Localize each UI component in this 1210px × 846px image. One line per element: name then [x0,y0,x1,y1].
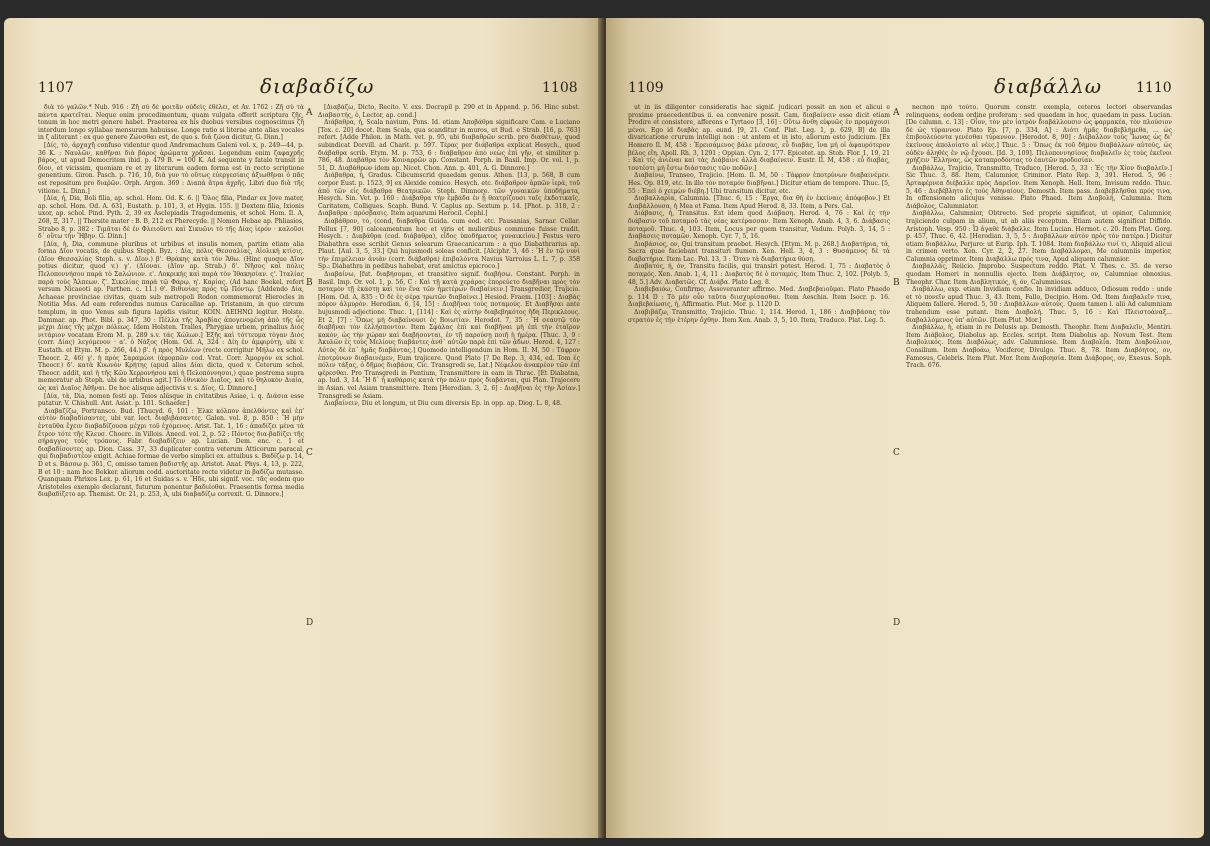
entry-paragraph: Διαβαίνω, Transeo, Trajicio. [Hom. Il. M, 50 : Τάφρον ἐποτρύνων διαβαινέμεν. Hes. Op. 819, etc. In illo τὸν ποταμόν διαβῆναι.] Dicitur etiam de tempore. Thuc. [5, 55 : Ἐπεὶ ὁ χειμὼν διέβη.] Ubi transitum dicitur, etc. [628,172,890,195]
left-page-header [4,74,604,104]
entry-paragraph: Διαβάσιος, ον, Qui transitum praebet. Hesych. [Etym. M. p. 268.] Διαβατήρια, τά, Sacra quae faciebant transituri flumen. Xen. Hell. 3, 4, 3 : Θυσάμενος δὲ τὰ διαβατήρια. Item Lac. Pol. 13, 3 : Ὅταν τὰ διαβατήρια θύσῃ. [628,240,890,263]
entry-paragraph: Διαβάλλω, ἡ, etiam in re Delusis ap. Demosth. Theophr. Item Διαβαλεῖν, Mentiri. Item Διάβολος, Diabolus ap. Eccles. script. Item Diabolus ap. Novum Test. Item Διαβολικός. Item Διαβόλως, adv. Calumniose. Item Διαβολία. Item Διαβούλιον, Consilium. Item Διαβοάω, Vociferor, Divulgo. Thuc. 8, 78. Item Διαβόητος, ον, Famosus, Celebris. Item Plut. Mor. Item Διαβοησία. Item Διάβορος, ον, Exesus. Soph. Trach. 676. [906,324,1172,370]
entry-paragraph: ut in iis diligenter consideratis hac signif. judicari possit an non et alicui e proxime praecedentibus ii. ea convenire possit. Cam. διαβαίνειν esse dicit etiam Prodire et consistere, afferens e Tyrtaeo [3, 16] : Οὕτω ἄνθη εὐφυῶς ἐν προμάχοισι μένοι. Ego id διαβὰς ap. eund. [9, 21. Conf. Plat. Leg. 1, p. 629, B] de illa divaricatione crurum intelligi non : ut antem et in isto, aliorum esto judicium. [Ex Homero Il. M, 458 : Ἐρεισάμενος βάλε μέσσας, εὖ διαβάς, ἵνα μή οἱ ἀφαυρότερον βέλος εἴη. Apoll. Rh. 3, 1291 ; Oppian. Cyn. 2, 177. Epicetet. ap. Stob. Flor. 1, 19, 21 : Καὶ τίς ἀνιέναι καὶ τὰς Διάβαινε ἀλλὰ διαβαίνειν. Eustr. Il. M, 458 : εὖ διαβάς, τουτέστι μὴ ἔστω διάστασις τῶν ποδῶν.] [628,104,890,172]
margin-letter: C [893,448,900,458]
entry-paragraph: [Δία, τὰ, Dia, nomen festi ap. Teios aliisque in civitatibus Asiae, i. q. Διάσια esse putatur. V. Chishull. Ant. Asiat. p. 101. Schaefer.] [38,392,304,408]
margin-letter: A [306,108,313,118]
right-column-2 [906,104,1172,824]
page-number-left: 1109 [628,80,664,96]
margin-letter: B [893,278,900,288]
page-number-left: 1107 [38,80,74,96]
entry-paragraph: Διάβασις, ἡ, Transitus. Est idem quod Διάβαση. Herod. 4, 76 : Καὶ ἐς τὴν διάβασιν τοῦ ποταμοῦ τὰς νέας κατέρασσαν. Item Xenoph. Anab. 4, 3, 6. Διάβασις ποταμοῦ. Thuc. 4, 103. Item, Locus per quem transitur, Vadum. Polyb. 3, 14, 5 : Διαβάσεις ποταμῶν. Xenoph. Cyr. 7, 5, 16. [628,210,890,241]
running-headword: διαβάλλω [994,74,1103,98]
entry-paragraph: Διαβατός, ή, όν, Transitu facilis, qui transiri potest. Herod. 1, 75 : Διαβατὸς ὁ ποταμός. Xen. Anab. 1, 4, 11 : Διαβατὸς δὲ ὁ ποταμός. Item Thuc. 2, 102. [Polyb. 5, 48, 5.] Adv. Διαβατῶς. Cf. Διάβα. Plato Leg. 8. [628,263,890,286]
entry-paragraph: [Δία, ἡ, Dia, Boli filia, ap. schol. Hom. Od. K. 6. || Ὄλος filia, Pindar ex Jove mater, ap. schol. Hom. Od. A. 631, Eustath. p. 101, 3, et Hygin. 155. || Dextem filia, Ixionis uxor, ap. schol. Pind. Pyth. 2, 39 ex Asclepiadis Tragodumenis, et schol. Hom. Il. A, 268, Ξ, 317. || Thersite mater : B. B, 212 ex Pherecyde. || Nomen Hebae ap. Phliasios, Strabo 8, p. 382 : Τιμᾶται δὲ ἐν Φλειοῦντι καὶ Σικυῶνι τὸ τῆς Δίας ἱερόν · καλοῦσι δ᾽ οὕτω τὴν Ἥβην. G. Dinn.] [38,195,304,241]
margin-letter: D [306,618,314,628]
right-page-header [606,74,1204,104]
margin-letter: B [306,278,313,288]
entry-paragraph: Διαβαίνω, [fut. διαβήσομαι, et transitivo signif. διαβήσω. Constant. Porph. in Basil. Imp. Or. vol. 1, p. 56, C : Καὶ τῇ κατὰ χεράρας ἐπορεύετο διαβῆναι πρὸς τὸν ποταμὸν τῇ ἑκάστῃ καὶ τὸν ἕνα τῶν ἡμετέρων διαβαίνειν.] Transgredior, Trajicio. [Hom. Od. A, 835 : Ὁ δὲ ἐς σέρᾳ τρωτῶν διαβαίνει.] Hesiod. Fraem. [103] : Διαβὰς πόρον ἁλμυρὸν. Herodian. 6, [4, 15] : Διαβῆναι τοὺς ποταμούς. Et Διαβῆσαι ante hujusmodi adjectione. Thuc. 1, [114] : Καὶ ἐς αὐτὴν διαβεβηκότος ἤδη Περικλέους. Et 2, [7] : Ὅπως μὴ διαβαίνουσι ἐς Βοιωτίαν. Herodot. 7, 35 : Ἢ σεαυτῷ τὸν διαβῆναι τὸν ἐλλήσποντον. Item Σφάλας ἐπὶ καὶ διαβῆναι μὴ ἐπὶ τὴν ἑταῖρον κακὸν, ὡς τὴν χώραν καὶ διαβήσονται, ἐν τῇ παρούσῃ ποιῆ ἡ ἡμέρα. [Thuc. 3, 9 : Ἀκυλῶν ἐς τοὺς Μελίους διαβάντες ἀνθ᾽ αὐτῶν παρὰ ἐπὶ τῶν ᾄδων. Herod. 4, 127 : Αὐτὸς δὲ ἐπ᾽ ἡμᾶς διαβάντας.] Quomodo intelligendum in Hom. II. M, 50 : Τάφρον ἐποτρύνων διαβαινέμεν, Eum trajicere. Quod Plato [? De Rep. 3, 434, ed. Tom ἐς πόλιν τάξας, ὁ δῆμος διαβάσα, Cic. Transgredi se, Lat.] Νέφελου ἀνακρέον τῶν ἐπὶ φέρεσθαι. Pro Transgredi in Pentium, Transmittere in eam in Thrac. [Et Diabatna, ap. lud. 3, 14. Ἢ δ᾽ ἡ καθάρσις κατὰ τὴν πόλιν πρὸς διαβάνται, qui Plan. Trajecere in Asian. vel Asiam transmittere. Item [Herodian. 3, 2, 6] : Διαβῆναι ἐς τὴν Ἀσίαν.] Transgredi se Asiam. [318,271,580,400]
left-column-1 [38,104,304,824]
entry-paragraph: Διαβεβαιόω, Confirmo, Asseveranter affirmo. Med. Διαβεβαιοῦμαι. Plato Phaedo p. 114 D : Τὸ μὲν οὖν ταῦτα διισχυρίσασθαι. Item Aeschin. Item Isocr. p. 16. Διαβεβαίωσις, ἡ, Affirmatio. Plut. Mor. p. 1120 D. [628,286,890,309]
entry-paragraph: Διαβιβάζω, Transmitto, Trajicio. Thuc. 1, 114. Herod. 1, 186 : Διαβιβάσας τὸν στρατὸν ἐς τὴν ἑτέρην ὄχθην. Item Xen. Anab. 3, 5, 10. Item, Traduco. Plat. Leg. 5. [628,309,890,324]
entry-paragraph: necnon πρὸ τούτο. Quorum constr. exempla, ceteros lectori observandas relinquens, eodem ordine proferam : sed quaedam in hoc, quaedam in pass. Lucian. [De calumn. c. 13] : Οἷον, τὸν μὲν ἰατρὸν διαβάλλουσιν ὡς φαρμακέα, τὸν πλούσιον δὲ ὡς τύραννον. Plato Ep. [7, p. 334, A] : Διότι ἡμᾶς διαβεβλήμεθα, ... ὡς ἐπιβουλεύοντα γενέσθαι τύραννον. [Herodot. 8, 90] : Διέβαλλον τοὺς Ἴωνας ὡς δι' ἐκείνους ἀπολοίατο αἱ νέες.] Thuc. 5 : Ὅπως ἐκ τοῦ δήμου διαβάλλων αὐτοὺς, ὡς οὐδὲν ἀληθὲς ἐν νῷ ἔχουσι. [Id. 3, 109]. Πελοποννησίους διαβαλεῖν ἐς τοὺς ἐκεῖνοι χρήζειν Ἕλληνας, ὡς καταπροδόντας τὸ ἑαυτῶν προδοσίαν. [906,104,1172,165]
page-number-right: 1108 [542,80,578,96]
running-headword: διαβαδίζω [260,74,375,98]
entry-paragraph: Διαβαίνειν, Diu et longum, ut Diu cum diversis Ep. in opp. ap. Diog. L. 8, 48. [324,400,562,408]
entry-paragraph: [Δία, ἡ, Dia, commune pluribus et urbibus et insulis nomen, partim etiam alia forma Δῖον vocatis, de quibus Steph. Byz. : Δία, πόλις Θεσσαλίας, Αἰολικὴ κτίσις. (Δῖον Θεσσαλίας Steph. s. v. Δῖον.) β'. Θράκης κατὰ τὸν Ἄθω. (Hinc quoque Δῖον potius dicitur, quod v.) γ'. (Δῖοναι. (Δῖον ap. Strab.) δ'. Νῆσος καὶ πόλις Πελοποννήσου παρὰ τὸ Σαλώνιον. ε'. Λοκρικὴς καὶ παρὰ τὸν Ἰθακησίαν. ς'. Ἰταλίας παρὰ τοὺς Ἄλπεων. ζ'. Σικελίας παρὰ τῷ Φάρῳ. η'. Καρίας. (Ad hanc Boekel. refert versum Nicaeoti ap. Parthen. c. 11.) θ'. Βιθυνίας πρὸς τῷ Πόντῳ. [Addendo Δία, Achaeae provinciae civitas, quam sub metropoli Rodon commemorat Hierocles in Notitia Mss. Ad eam referendus numus Caracallae ap. Tristanum, in quo circum templum, in quo Venus sub figura lapidis visitur, KOIN. ΔΕΙΗΝΩ legitur. Holste. Dammar. ap. Phot. Bibl. p. 347, 30 : Πέλλα τῆς Ἀραβίας ἀπογενομένη ἀπὸ τῆς ὧς μέχρι Δίας τῆς μέχρι πόλεως. Idem Holsten. Tralles, Phrygiae urbem, prinalius Διός νιτάριον vocatam Erom M. p. 289 s.v. τάς Χώλων.] Ἐξῆς καὶ τόττευμα τὸγαν Διὸς (corr. Δίας) λεγόμενον · α'. ὁ Νάξος (Hom. Od. A, 324 : Δίη ἐν ἀμφιρύτῃ, ubi v. Eustath. et Etym. M. p. 266, 44.) β'. ἡ πρὸς Μυλέων (recte corrigitur Μήλω ex schol. Theocr. 2, 46) γ'. ἡ πρὸς Σαραμώνι (ἀμορπῶν cod. Vrat. Corr. Ἀμοργὸν ex schol. Theocr.) δ'. κατὰ Κυωνὸν Κρήτης (apud alios Δίαι dicta, quod v. Ceterum schol. Theocr. addit, καὶ ἡ τῆς Κῶυ Χερρονήσου καὶ ἡ Πελοπόννησοι,) quae postrema supra memoratur ab Steph. ubi de urbibus agit.] Τὸ ἐθνικὸν Διαῖος, καὶ τὸ θηλυκὸν Διαία, ὡς καὶ Διαῖος Ἀθῆναι. De hoc alisque adjectivis v. s. Δῖος. G. Dinnore.] [38,240,304,392]
entry-paragraph: Διαβάλλω, Trajicio, Transmitto, Traduco, [Herod. 5, 33 : Ἐς τὴν Χίον διαβαλεῖν.] Sic Thuc. 3, 88. Item, Calumnior, Criminor. Plato Rep. 3, 391. Herod. 5, 96 : Ἀρταφέρνεα διέβαλλε πρὸς Δαρεῖον. Item Xenoph. Hell. Item, Invisum reddo. Thuc. 5, 46 : Διεβέβλητο ἐς τοὺς Ἀθηναίους. Demosth. Item pass. Διαβεβλῆσθαι πρός τινα, In offensionem alicujus venisse. Plato Phaed. Item Διαβολή, Calumnia. Item Διάβολος, Calumniator. [906,164,1172,210]
entry-paragraph: Διάβαθρα, ἡ, Scala navium, Pons. Id. etiam Ἀποβάθρα significare Cam. e Luciano [Tox. c. 20] docet. Item Scala, qua scanditur in muros, ut Bud. e Strab. [16, p. 763] refert. [Adde Philon. in Math. vet. p. 95, ubi διαβαθρῶν scrib. pro διαθέτων, quod subindicat Dorvill. ad Charit. p. 597. Τέρας per διάβαθρα explicat Hesych., quod διάβαθρα scrib. Etym. M. p. 753, 6 : διάβαθρον ἀπὸ νεὼς ἐπὶ γῆν, et similiter p. 786, 48. Διαβάθρα τὸν Κοιναρρῶν ap. Constant. Porph. in Basil. Imp. Or. vol. 1, p. 51, D. Διαβάθρων idem ap. Nicet. Chon. Ann. p. 401, A. G. Dinnore.] [318,119,580,172]
entry-paragraph: Διαβαλλαρία, Calumnia. [Thuc. 6, 15 : Ἔργα, δια θὴ ἐν ἐκείναις ἀπόφοβον.] Et Διαβάλλουσα, ἡ Mea et Fama. Item Apud Herod. 8, 33. Item, a Pers. Cal. [628,195,890,210]
left-page [4,18,604,838]
right-page [606,18,1204,838]
entry-paragraph: Διάβαθρα, ἡ, Gradus. Cibcumscrid quaedam genus. Athen. [13, p. 568, B cum corpor Eust. p. 1523, 9] ex Alexide comico. Hesych. etc. διάβαθρον ἀρπῶν ἱερὰ, τοῦ ἀπὸ τῶν εἰς διάβαθρα Θεατρικῶν. Steph. Dimnore. τῶν γυναικῶν ὑποδήματα, Hesych. Sin. Vet. p. 160 : Διάβαθρα τὴν ἐμβάδα ἐν ᾗ θεατρίζουσι ταῖς ἐκδοτικαῖς. Caritatem, Colligues. Scaph. Bund. V. Caplus ap. Sextum p. 14. [Phot. p. 318, 2 : Διαβαθρα : πρόσβασις. Item aquarumi Herocil. Cephl.] [318,172,580,218]
entry-paragraph: [Δίς, τὸ, ἀρχαχῆ confuso videntur quod Andromachum Galeni vol. x, p. 249—44, p. 36 K. : Ναυλῶν, καθῆναι διὰ βάρος ἀρώματα χρᾶσαι. Legendum enim ζαφαχρῆς βάρος, ut apud Democritem ibid. p. 479 B. = 100 K. Ad sequente y fatale transit in δίον, et vicissim, quoniam re et zy literarum eadem forma est in recto scriptione genentium. Giron. Pasch. p. 716, 10, διὰ γυν τὸ οὕτως εὐεργεσίαις ἀξιωθῆναι ὁ πᾶς est repositum pro διαρ̀ῶν. Orph. Argon. 369 : Διαπὰ ἄτρα ἀχρῆς. Libri duo διὰ τῆς vitione. L. Dinn.] [38,141,304,195]
right-column-1 [628,104,890,824]
entry-paragraph: Διαβάθρον, τὸ, (cond, διαβαθρα Guida. cum eod. etc. Pausanias, Sarnar. Cellar. Pollux [7, 90] calceamentum hoc et viris et mulieribus commune fuisse tradit. Hesych. : Διαβάθρα (cod. διάβαθρα), εἶδος ὑποδήματος γυναικείου.] Festus vero Diabathra esse scribit Genus solearum Graecanicarum : a quo Diabathrarius ap. Plaut. [Aul. 3, 5, 33.] Qui hujusmodi soleas conficit. [Alciphr. 3, 46 : Ἢ ἐν τῷ νυνὶ τὴν ἐπιμέλειαν ἀνιὰν (corr. διάβαθρα) ἐπιβαλόντα Navius Varroius L. L. 7, p. 358 Sp.: Diabathra in pedibus habebat, erat amictus epicroco.] [318,217,580,271]
margin-letter: C [306,448,313,458]
margin-letter: A [893,108,900,118]
entry-paragraph: [Διαβάζω, Dicto, Recito. V. exs. Docrapil p. 290 et in Append. p. 56. Hinc subst. Διαβαστής, ὁ, Lector, ap. cond.] [318,104,580,119]
entry-paragraph: διὰ τὸ γαλῶν.* Nub. 916 : Ζῆ σὺ δὲ φοιτᾶν οὐδεὶς ἐθέλει, et Av. 1762 : Ζῆ σὺ τὰ πάντα κρατεῖται. Neque enim procedimentum, quam vulgata offerit scriptura ζῆς, tonum in hoc metri genere habet. Praeterea ex his duobus versibus cognoscimus ζῆ interdum longo syllabae mensuram habuisse. Longe ratio si literae ante alias vocales in ζ aliterant : ex quo genere Ζώνσθαι est, de quo s. διὰ ζώνα dicitur, G. Dinn.] [38,104,304,142]
entry-paragraph: Διαβάλλω, Calumnior, Obtrecto. Sed proprie significat, ut opinor, Calumnior, trajiciendo culpam in alium, ut ab aliis receptum. Etiam autem significat Diffido. Aristoph. Vesp. 950 : Ὦ ἀγαθὲ διάβαλλε. Item Lucian. Hermot. c. 20. Item Plat. Gorg. p. 457, Thuc. 6, 42. [Herodian. 3, 5, 5 : Διαβάλλων αὐτὸν πρὸς τὸν πατέρα.] Dicitur etiam διαβάλλω, Perjuro: ut Eurip. Iph. T. 1084. Item διαβάλλω τινί τι, Aliquid alicui in crimen verto. Xen. Cyr. 2, 2, 27. Item Διαβάλλομαι, Me calumniis impetior, Calumnia opprimor. Item Διαβάλλω πρός τινα, Apud aliquem calumnior. [906,210,1172,263]
entry-paragraph: Διαβάλλω, exp. etiam Invidiam confio. In invidiam adduco, Odiosum reddo : unde et τὸ πονεῖν apud Thuc. 3, 43. Item, Fallo, Decipio. Hom. Od. Item Διαβαλεῖν τινα, Aliquem fallere. Herod. 5, 50 : Διαβάλλων αὐτοὺς. Quem tamen l. alii Ad calumniam trahendum esse putant. Item Διαβολή. Thuc. 5, 16 : Καὶ Πλειστοάναξ... διαβαλλόμενος ὑπ' αὐτῶν. [Item Plut. Mor.] [906,286,1172,324]
left-column-2 [318,104,580,824]
entry-paragraph: Διαβαζίζω, Portransco. Bud. [Thucyd. 6, 101 : Ἐλκε κόλπον ἀπελθόντες καὶ ἐπ' αὐτὸν διαβαδίσαντες, ubi var. lect. διαβιβάσαντες. Galen. vol. 8, p. 850 : Ἢ μὴν ἐνταῦθα ἔχειν διαβαδίζουσα μέχρι τοῦ ἐχόμενος. Arist. Tat. 1, 16 : ἀπαδίζει μένα τὰ ἔτρον τότε τῆς Κλευσ. Choerc. in Villois. Anecd. vol. 2, p. 52 : Πόντος δια-βαδίζει τῆς σήραγγος τοὺς τρόπους. Fabr. διαβαδίζειν ap. Lucian. Dem. enc. c. 1 et διαβαδίσοντες ap. Dion. Cass. 37, 33 duplicater contra veterum Atticorum paracal, qui διαβαδιστέον exigit. Achiae formae de verbo simplici ex. attuibus s. Βαδίζω p. 14, D et s. Βάσσω p. 361, C, omisso tamen βαδιστῆς ap. Aristot. Anat. Phys. 4, 13, p. 222, B et 10 : nam hoc Bekker. aliorum codd. auctoritate recte videtur in βαδίζω mutasse. Quanquam Phrixos Lex. p. 61, 16 et Suidas s. v. Ἥδε, ubi signif. voc. τᾶς eodem quo Aristoteles exemplo declarant, futurum ponentur βαδιέοθαι. Praesentis forma media διαβαδίζετο ap. Themist. Or. 21, p. 253, A, ubi διαβαδίζω correxit. G. Dinnore.] [38,407,304,499]
margin-letter: D [893,618,901,628]
page-number-right: 1110 [1136,80,1172,96]
entry-paragraph: Διαβαλλὰς, Reiicio. Jmprobo. Suspectum reddo. Plat. V. Thes. c. 35. de verso quodam Homeri in nonnullis ejecto. Item Διάβλητος, ον, Calumniae obnoxius. Theophr. Char. Item Διαβλητικός, ή, όν, Calumniosus. [906,263,1172,286]
